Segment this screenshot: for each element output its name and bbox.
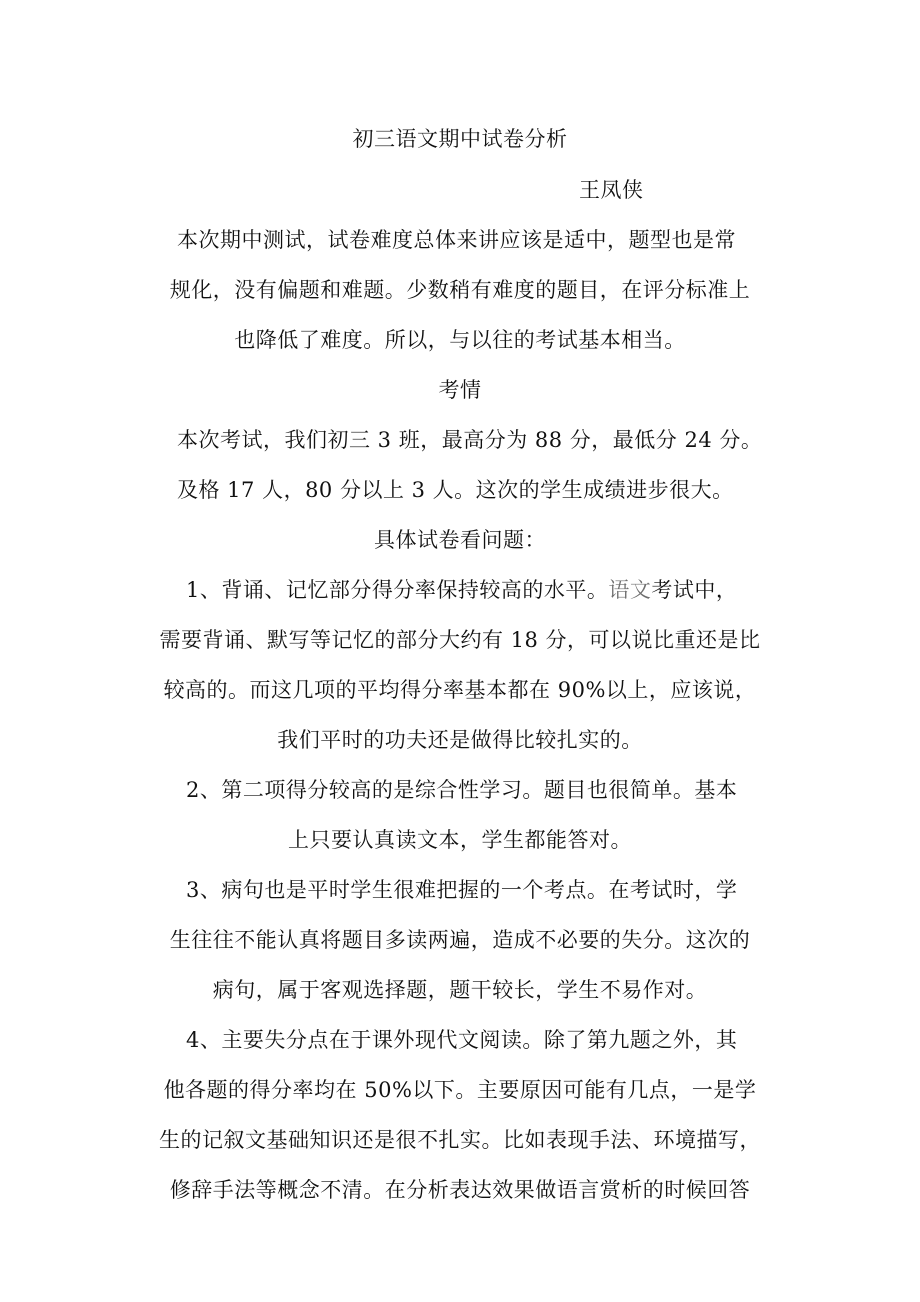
item1-line: 较高的。而这几项的平均得分率基本都在 90%以上，应该说，	[163, 678, 757, 702]
item3-line: 3、病句也是平时学生很难把握的一个考点。在考试时，学	[186, 878, 738, 902]
item4-line: 他各题的得分率均在 50%以下。主要原因可能有几点，一是学	[163, 1078, 757, 1102]
exam-line: 本次考试，我们初三 3 班，最高分为 88 分，最低分 24 分。	[177, 428, 763, 452]
item4-line: 修辞手法等概念不清。在分析表达效果做语言赏析的时候回答	[169, 1178, 751, 1202]
item1-line: 我们平时的功夫还是做得比较扎实的。	[277, 728, 643, 752]
item1-text: 考试中，	[651, 578, 738, 602]
intro-line: 规化，没有偏题和难题。少数稍有难度的题目，在评分标准上	[169, 278, 751, 302]
chinese-link[interactable]: 语文	[608, 578, 652, 602]
item3-line: 病句，属于客观选择题，题干较长，学生不易作对。	[212, 978, 708, 1002]
document-title: 初三语文期中试卷分析	[352, 127, 568, 151]
intro-line: 本次期中测试，试卷难度总体来讲应该是适中，题型也是常	[177, 228, 736, 252]
item1-text: 1、背诵、记忆部分得分率保持较高的水平。	[186, 578, 609, 602]
item2-line: 2、第二项得分较高的是综合性学习。题目也很简单。基本	[186, 778, 738, 802]
exam-line: 及格 17 人，80 分以上 3 人。这次的学生成绩进步很大。	[177, 478, 734, 502]
intro-line: 也降低了难度。所以，与以往的考试基本相当。	[234, 328, 686, 352]
section-heading-exam: 考情	[438, 378, 482, 402]
document-author: 王凤侠	[579, 178, 644, 202]
item3-line: 生往往不能认真将题目多读两遍，造成不必要的失分。这次的	[169, 928, 751, 952]
item2-line: 上只要认真读文本，学生都能答对。	[288, 828, 632, 852]
item1-line	[186, 577, 737, 603]
section-heading-problems: 具体试卷看问题：	[374, 528, 546, 552]
item1-line: 需要背诵、默写等记忆的部分大约有 18 分，可以说比重还是比	[159, 628, 761, 652]
item4-line: 生的记叙文基础知识还是很不扎实。比如表现手法、环境描写，	[159, 1128, 761, 1152]
item4-line: 4、主要失分点在于课外现代文阅读。除了第九题之外，其	[186, 1028, 738, 1052]
